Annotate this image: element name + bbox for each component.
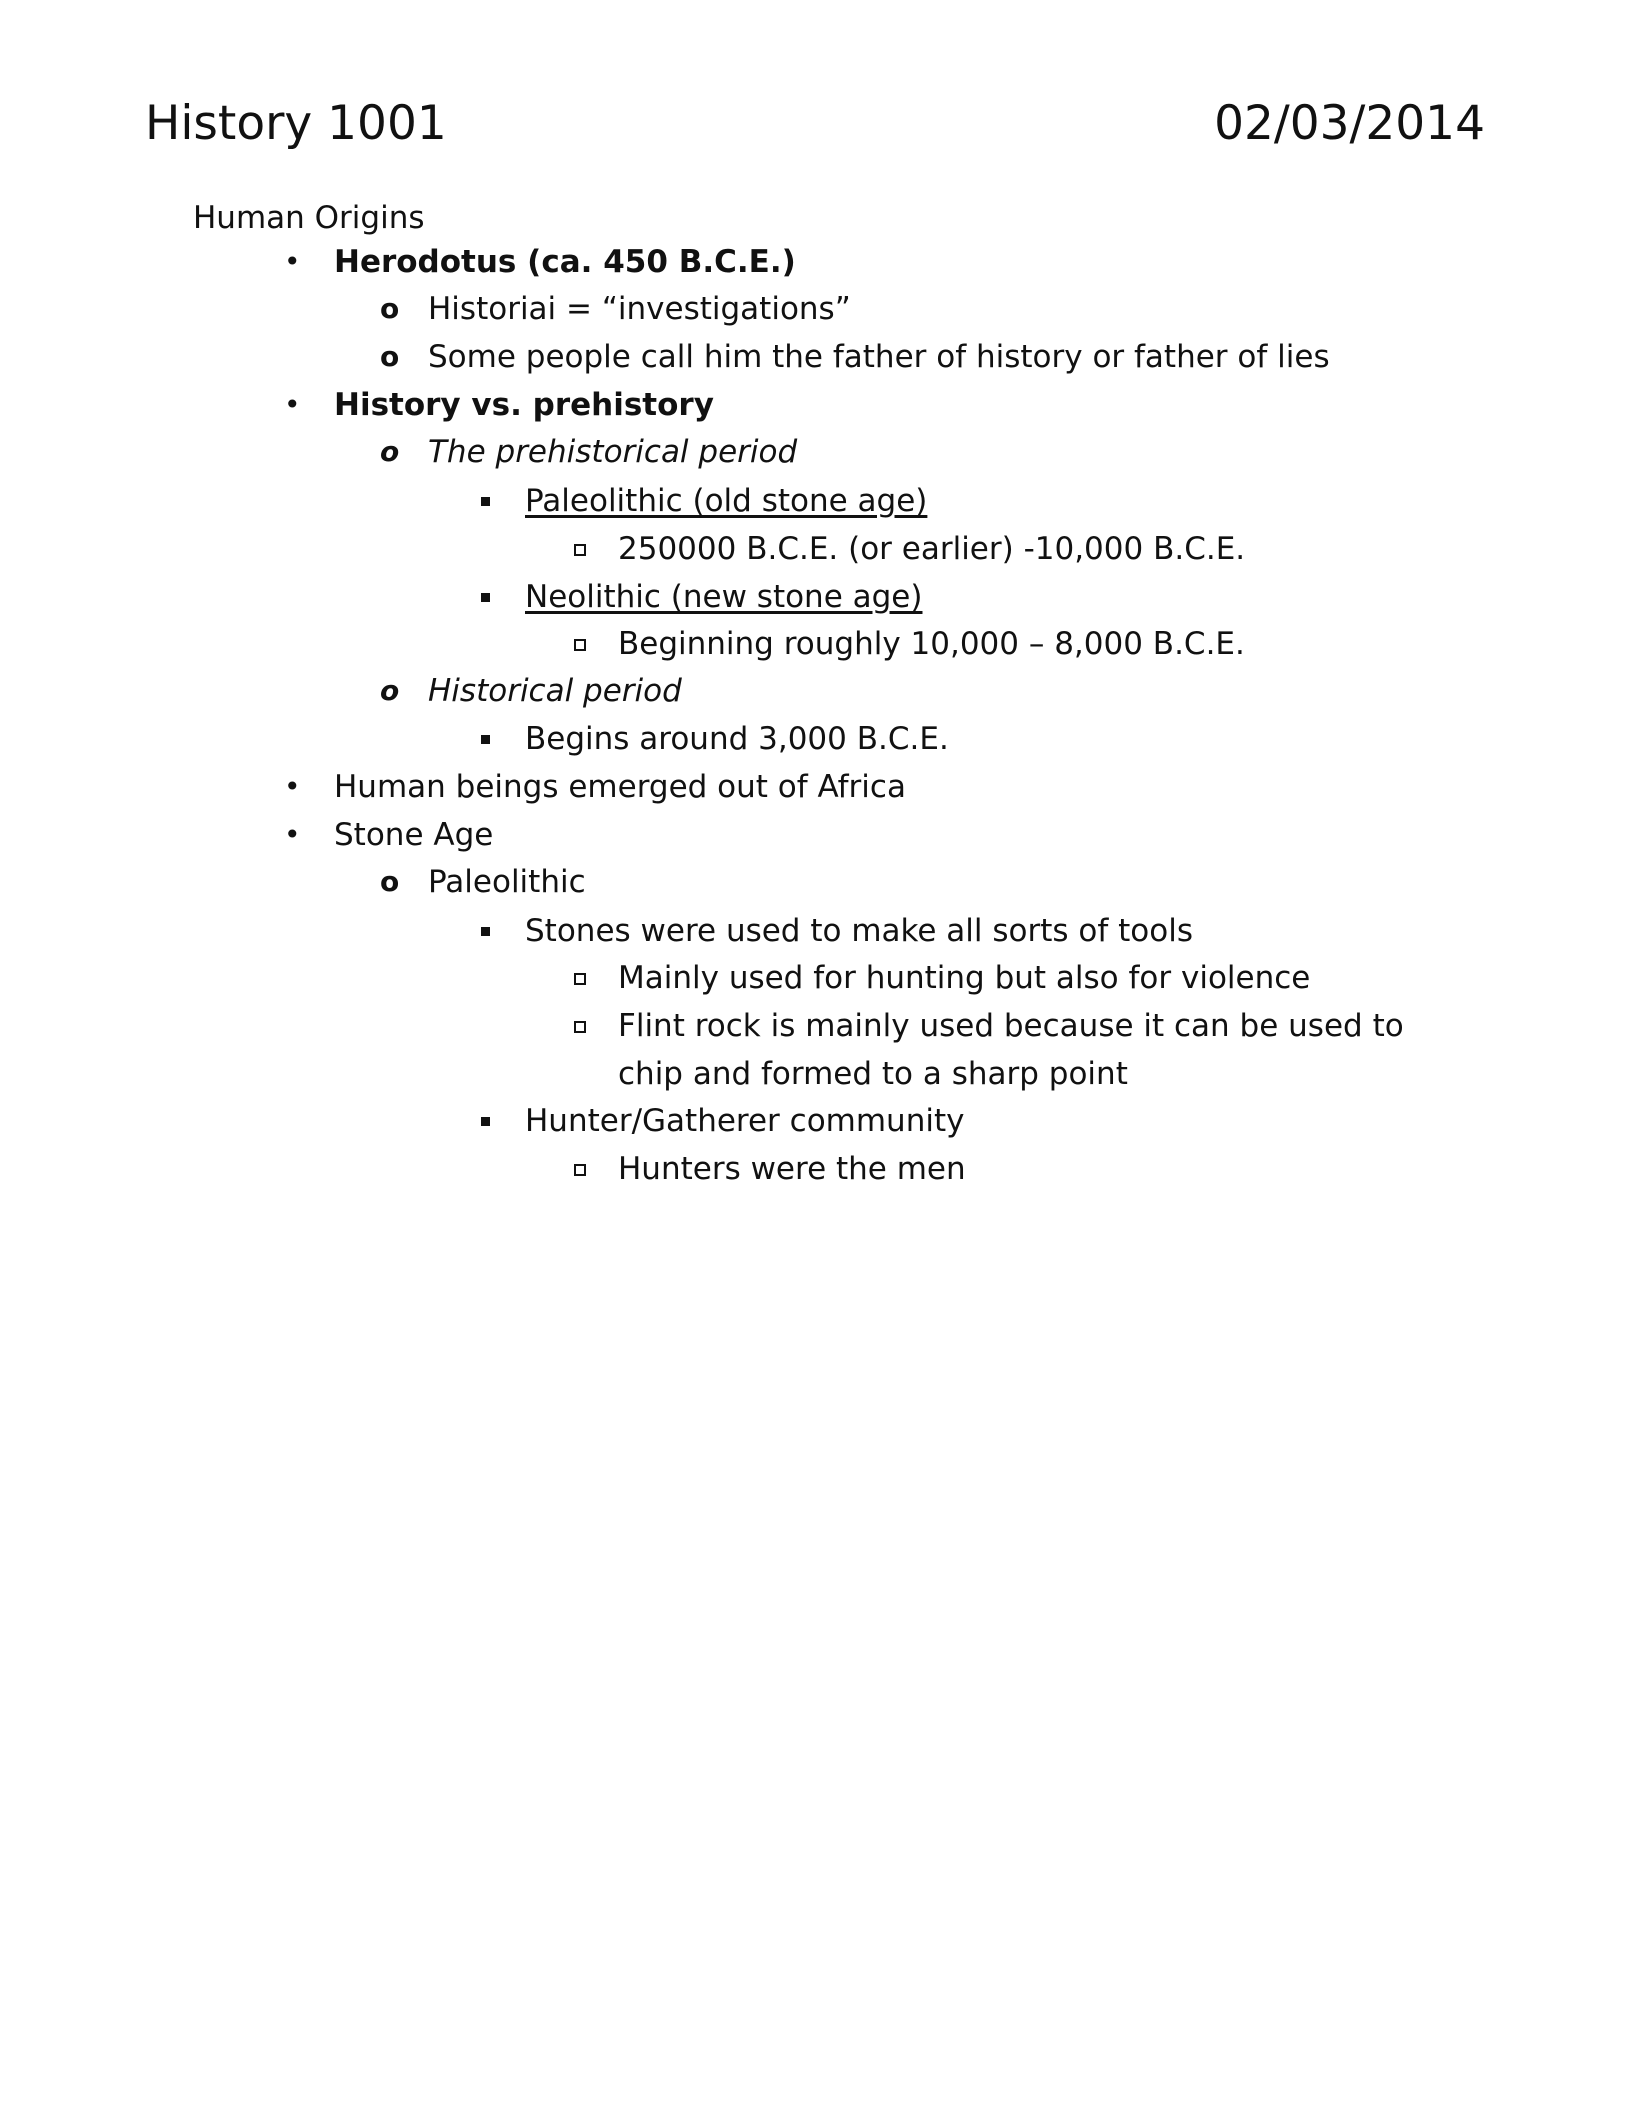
square-bullet-icon (481, 927, 490, 936)
circle-marker: o (380, 674, 400, 707)
note-date: 02/03/2014 (1214, 96, 1485, 151)
list-item-text: Hunter/Gatherer community (525, 1103, 965, 1139)
bullet-marker: • (284, 245, 301, 278)
list-item-text: chip and formed to a sharp point (618, 1056, 1128, 1092)
list-item-text: Human beings emerged out of Africa (334, 769, 906, 805)
list-item-text: Flint rock is mainly used because it can be used to (618, 1008, 1404, 1044)
hollow-square-bullet-icon (574, 544, 586, 556)
list-item-text: The prehistorical period (428, 434, 798, 470)
circle-marker: o (380, 340, 400, 373)
circle-marker: o (380, 865, 400, 898)
hollow-square-bullet-icon (574, 973, 586, 985)
square-bullet-icon (481, 497, 490, 506)
hollow-square-bullet-icon (574, 1021, 586, 1033)
list-item-text: Begins around 3,000 B.C.E. (525, 721, 949, 757)
list-item-text: Some people call him the father of history or father of lies (428, 339, 1330, 375)
square-bullet-icon (481, 593, 490, 602)
bullet-marker: • (284, 818, 301, 851)
circle-marker: o (380, 292, 400, 325)
list-item-text: Herodotus (ca. 450 B.C.E.) (334, 244, 796, 280)
square-bullet-icon (481, 735, 490, 744)
circle-marker: o (380, 435, 400, 468)
square-bullet-icon (481, 1117, 490, 1126)
hollow-square-bullet-icon (574, 1164, 586, 1176)
section-title: Human Origins (193, 200, 425, 236)
list-item-text: Beginning roughly 10,000 – 8,000 B.C.E. (618, 626, 1245, 662)
list-item-text: Mainly used for hunting but also for violence (618, 960, 1311, 996)
list-item-text: Neolithic (new stone age) (525, 579, 923, 615)
bullet-marker: • (284, 388, 301, 421)
page-header (145, 96, 1485, 156)
hollow-square-bullet-icon (574, 639, 586, 651)
list-item-text: Paleolithic (old stone age) (525, 483, 928, 519)
bullet-marker: • (284, 770, 301, 803)
list-item-text: Stone Age (334, 817, 494, 853)
list-item-text: History vs. prehistory (334, 387, 714, 423)
list-item-text: Paleolithic (428, 864, 586, 900)
course-title: History 1001 (145, 96, 447, 151)
list-item-text: Historiai = “investigations” (428, 291, 851, 327)
list-item-text: Stones were used to make all sorts of tools (525, 913, 1193, 949)
list-item-text: Hunters were the men (618, 1151, 966, 1187)
list-item-text: Historical period (428, 673, 682, 709)
list-item-text: 250000 B.C.E. (or earlier) -10,000 B.C.E. (618, 531, 1246, 567)
